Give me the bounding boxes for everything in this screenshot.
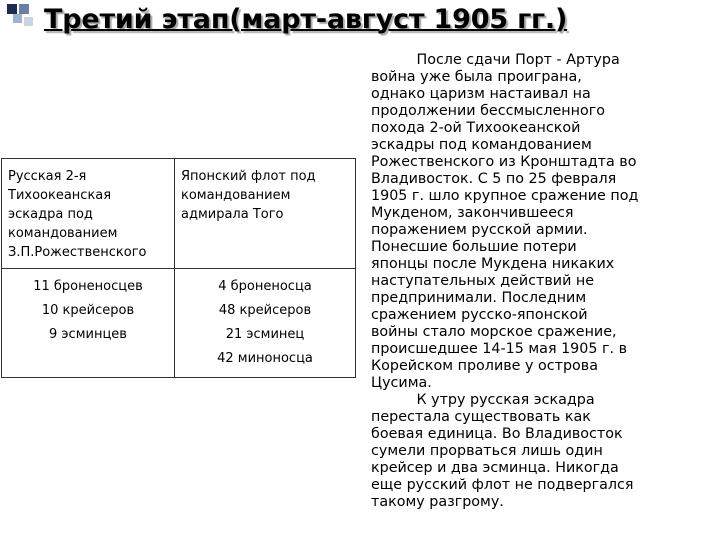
text-line: сражением русско-японской [371,307,588,323]
japanese-force-item: 4 броненосца [218,279,312,294]
russian-forces-cell [2,269,175,378]
narrative-text [371,52,719,511]
title-bullet-square [24,17,33,26]
japanese-force-item: 42 миноносца [217,351,313,366]
fleet-comparison-table [1,158,356,378]
text-line: Владивосток. С 5 по 25 февраля [371,171,617,187]
text-line: эскадры под командованием [371,137,592,153]
text-line: Понесшие большие потери [371,239,577,255]
text-line: Мукденом, закончившееся [371,205,574,221]
japanese-forces-cell [175,269,356,378]
russian-header-line: эскадра под [8,207,93,222]
text-line: однако царизм настаивал на [371,86,591,102]
text-line: войны стало морское сражение, [371,324,617,340]
russian-fleet-header [2,159,175,269]
text-line: перестала существовать как [371,409,591,425]
text-line: наступательных действий не [371,273,595,289]
table-header-row [2,159,356,269]
text-line: война уже была проиграна, [371,69,582,85]
russian-header-line: Тихоокеанская [8,188,112,203]
japanese-header-line: Японский флот под [181,169,316,184]
japanese-header-line: адмирала Того [181,207,284,222]
text-line: Корейском проливе у острова [371,358,598,374]
title-bullet-square [13,14,22,23]
russian-force-item: 9 эсминцев [49,327,127,342]
japanese-force-item: 21 эсминец [225,327,305,342]
text-line: Рожественского из Кронштадта во [371,154,637,170]
text-line: похода 2-ой Тихоокеанской [371,120,581,136]
text-line: крейсер и два эсминца. Никогда [371,460,619,476]
title-bullet-square [7,4,17,14]
text-line: продолжении бессмысленного [371,103,605,119]
text-line: предпринимали. Последним [371,290,587,306]
russian-force-item: 11 броненосцев [33,279,143,294]
table-forces-row [2,269,356,378]
text-line: поражением русской армии. [371,222,588,238]
text-line: 1905 г. шло крупное сражение под [371,188,639,204]
text-line: боевая единица. Во Владивосток [371,426,623,442]
japanese-force-item: 48 крейсеров [218,303,312,318]
text-line: еще русский флот не подвергался [371,477,634,493]
slide-title: Третий этап(март-август 1905 гг.) [44,4,568,35]
text-line: такому разгрому. [371,494,504,510]
text-line: К утру русская эскадра [371,392,595,408]
russian-header-line: командованием [8,226,118,241]
text-line: Цусима. [371,375,432,391]
text-line: сумели прорваться лишь один [371,443,603,459]
russian-header-line: З.П.Рожественского [8,245,147,260]
japanese-fleet-header [175,159,356,269]
text-line: японцы после Мукдена никаких [371,256,615,272]
russian-force-item: 10 крейсеров [41,303,135,318]
russian-header-line: Русская 2-я [8,169,87,184]
japanese-header-line: командованием [181,188,291,203]
title-bullet-square [19,4,29,14]
text-line: После сдачи Порт - Артура [371,52,620,68]
text-line: происшедшее 14-15 мая 1905 г. в [371,341,628,357]
